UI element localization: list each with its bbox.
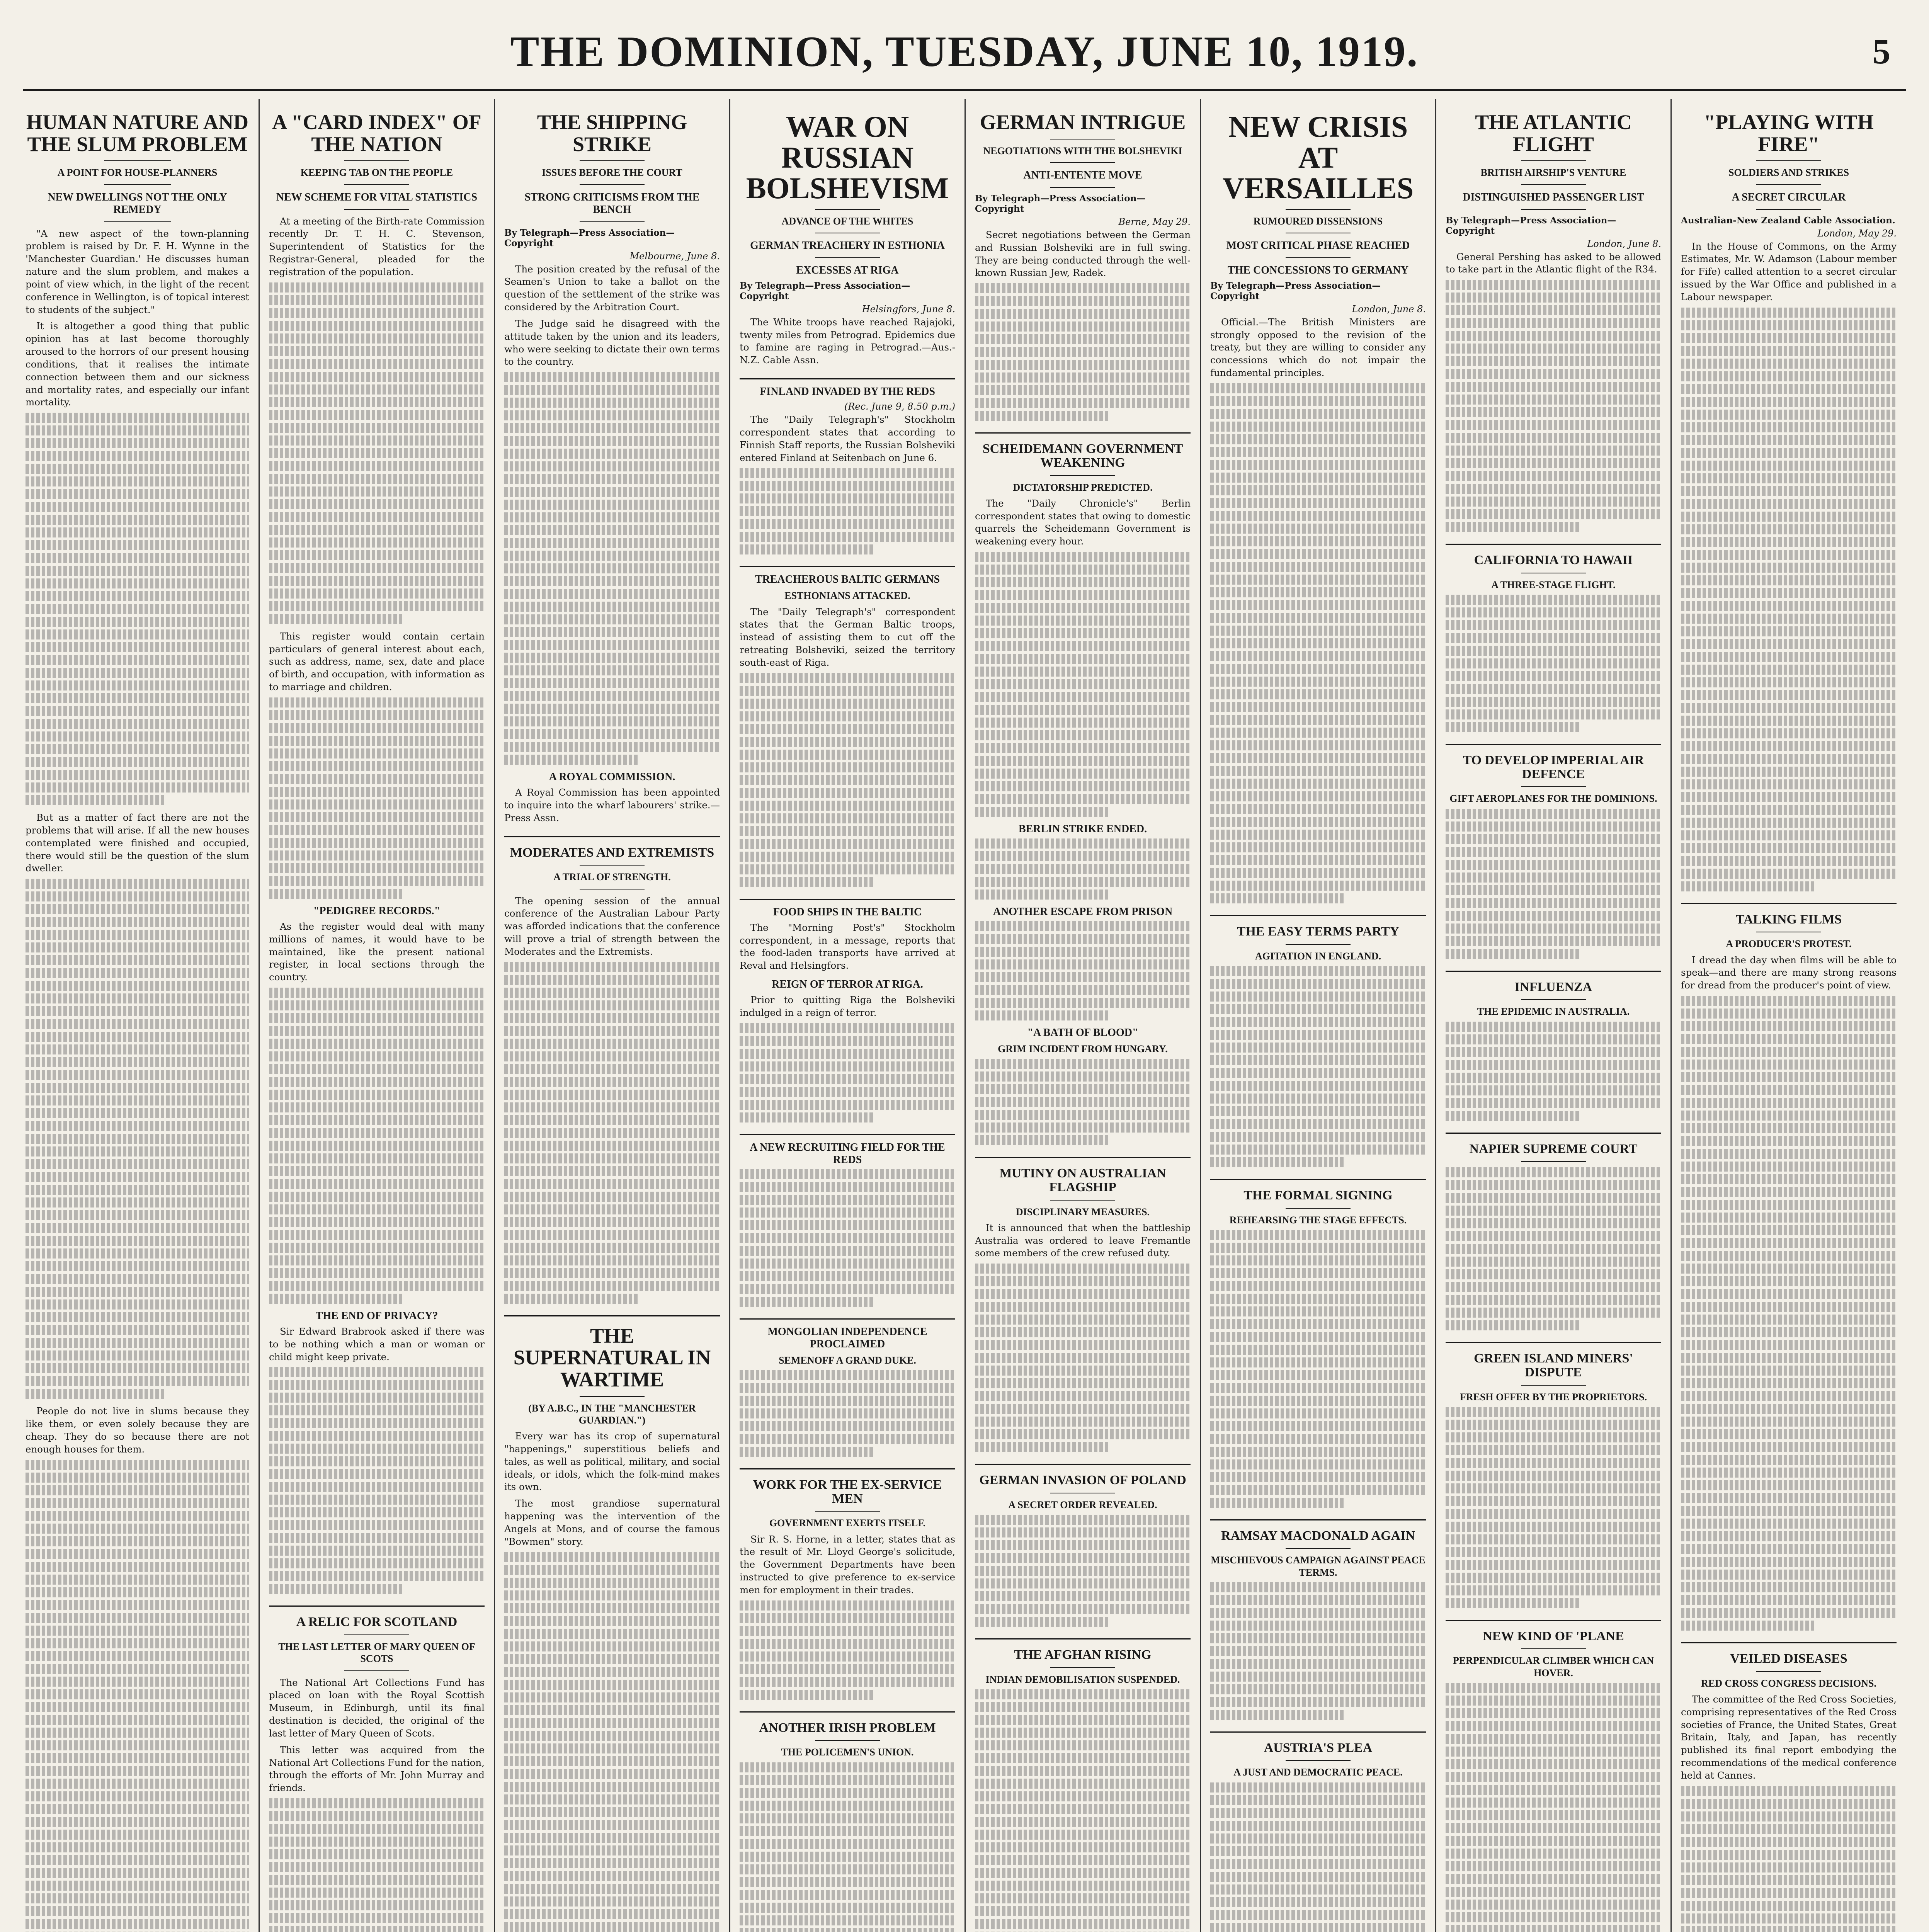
divider (580, 1396, 644, 1397)
divider (1446, 1620, 1661, 1621)
article-headline: THE EASY TERMS PARTY (1237, 924, 1400, 939)
text-block (1210, 1782, 1426, 1932)
paragraph: A Royal Commission has been appointed to inquire into the wharf labourers' strike.—Press Assn. (504, 787, 720, 823)
article-recruiting-field (740, 1141, 955, 1307)
paragraph: Prior to quitting Riga the Bolsheviki indulged in a reign of terror. (740, 994, 955, 1018)
article-deck: DICTATORSHIP PREDICTED. (1013, 481, 1153, 493)
column-4 (729, 99, 964, 1932)
article-napier (1446, 1142, 1661, 1331)
article-ramsay-macdonald (1210, 1529, 1426, 1720)
article-deck: SEMENOFF A GRAND DUKE. (779, 1354, 916, 1366)
article-subhead: NEW SCHEME FOR VITAL STATISTICS (276, 191, 478, 203)
text-block (1446, 1407, 1661, 1608)
divider (1286, 257, 1350, 258)
divider (740, 378, 955, 379)
text-block (975, 1689, 1191, 1932)
column-8 (1670, 99, 1906, 1932)
dateline: By Telegraph—Press Association—Copyright (975, 193, 1146, 214)
divider (580, 221, 644, 222)
article-imperial-air (1446, 753, 1661, 959)
article-supernatural (504, 1325, 720, 1932)
article-headline: NEW CRISIS AT VERSAILLES (1222, 110, 1414, 205)
article-headline: GREEN ISLAND MINERS' DISPUTE (1474, 1351, 1633, 1379)
article-mutiny (975, 1167, 1191, 1452)
article-headline: AUSTRIA'S PLEA (1264, 1740, 1373, 1755)
article-subhead: A SECRET CIRCULAR (1732, 191, 1846, 203)
article-formal-signing (1210, 1189, 1426, 1508)
article-deck: A TRIAL OF STRENGTH. (553, 871, 671, 883)
divider (975, 1157, 1191, 1158)
divider (269, 1605, 485, 1607)
article-headline: TALKING FILMS (1735, 912, 1842, 927)
text-block (740, 673, 955, 887)
article-subhead: NEW DWELLINGS NOT THE ONLY REMEDY (48, 191, 227, 216)
section-subhead: BERLIN STRIKE ENDED. (1018, 823, 1147, 835)
section-subhead: A NEW RECRUITING FIELD FOR THE REDS (750, 1141, 945, 1166)
text-block (1446, 809, 1661, 959)
divider (1210, 915, 1426, 916)
article-subhead: ANTI-ENTENTE MOVE (1023, 169, 1142, 181)
divider (344, 160, 409, 161)
article-irish-problem (740, 1721, 955, 1932)
paragraph: Sir Edward Brabrook asked if there was to be nothing which a man or woman or child might keep private. (269, 1325, 485, 1362)
paragraph: I dread the day when films will be able to speak—and there are many strong reasons for dread from the producer's point of view. (1681, 954, 1897, 991)
article-deck: A SECRET ORDER REVEALED. (1008, 1499, 1157, 1510)
masthead-title: THE DOMINION, TUESDAY, JUNE 10, 1919. (510, 28, 1419, 76)
article-new-plane (1446, 1629, 1661, 1932)
dateline: By Telegraph—Press Association—Copyright (740, 280, 910, 301)
article-deck: GIFT AEROPLANES FOR THE DOMINIONS. (1449, 793, 1657, 804)
article-headline: SCHEIDEMANN GOVERNMENT WEAKENING (982, 442, 1183, 470)
paragraph: Official.—The British Ministers are strongly opposed to the revision of the treaty, but they are willing to consider any concessions which do not impair the fundamental principles. (1210, 316, 1426, 379)
divider (344, 1670, 409, 1671)
text-block (269, 1798, 485, 1932)
article-deck: (BY A.B.C., IN THE "MANCHESTER GUARDIAN.") (528, 1402, 696, 1426)
divider (104, 184, 171, 185)
article-versailles (1210, 111, 1426, 903)
dateline: By Telegraph—Press Association—Copyright (1446, 215, 1616, 236)
article-headline: THE AFGHAN RISING (1014, 1648, 1152, 1662)
section-subhead: ANOTHER ESCAPE FROM PRISON (993, 906, 1173, 918)
text-block (975, 1059, 1191, 1145)
paragraph: As the register would deal with many millions of names, it would have to be maintained, like the present national register, in local sections through the country. (269, 920, 485, 983)
divider (1050, 1200, 1115, 1201)
place-date: Helsingfors, June 8. (862, 303, 955, 315)
article-headline: INFLUENZA (1514, 980, 1592, 994)
article-headline: HUMAN NATURE AND THE SLUM PROBLEM (26, 111, 248, 156)
section-subhead: THE END OF PRIVACY? (315, 1310, 438, 1322)
section-subhead: A ROYAL COMMISSION. (549, 771, 675, 783)
article-headline: WAR ON RUSSIAN BOLSHEVISM (746, 110, 949, 205)
paragraph: It is announced that when the battleship Australia was ordered to leave Fremantle some members of the crew refused duty. (975, 1222, 1191, 1259)
divider (1521, 999, 1585, 1000)
divider (1756, 1671, 1821, 1672)
article-deck: BRITISH AIRSHIP'S VENTURE (1480, 167, 1626, 179)
text-block (26, 1460, 249, 1932)
article-mongolian (740, 1326, 955, 1457)
article-deck: DISCIPLINARY MEASURES. (1016, 1206, 1150, 1218)
divider (815, 209, 879, 210)
divider (1050, 162, 1115, 163)
place-date: London, June 8. (1352, 303, 1426, 315)
paragraph: At a meeting of the Birth-rate Commission recently Dr. T. H. C. Stevenson, Superintendent of Statistics for the Registrar-General, pleaded for the registration of the population. (269, 215, 485, 277)
article-deck: A THREE-STAGE FLIGHT. (1491, 579, 1616, 590)
column-1 (23, 99, 259, 1932)
article-headline: "PLAYING WITH FIRE" (1704, 111, 1874, 156)
section-subhead: "PEDIGREE RECORDS." (313, 905, 441, 917)
divider (1681, 903, 1897, 904)
divider (344, 1634, 409, 1635)
article-talking-films (1681, 913, 1897, 1631)
article-shipping-strike (504, 111, 720, 825)
article-deck: PERPENDICULAR CLIMBER WHICH CAN HOVER. (1453, 1655, 1654, 1679)
column-5 (964, 99, 1200, 1932)
paragraph: The position created by the refusal of the Seamen's Union to take a ballot on the question of the settlement of the strike was considered by the Arbitration Court. (504, 263, 720, 313)
text-block (1210, 1582, 1426, 1720)
divider (1050, 475, 1115, 476)
article-influenza (1446, 980, 1661, 1121)
article-headline: THE ATLANTIC FLIGHT (1475, 111, 1632, 156)
article-scheidemann (975, 442, 1191, 1145)
text-block (975, 1515, 1191, 1627)
divider (1286, 1208, 1350, 1209)
divider (1446, 1342, 1661, 1343)
paragraph: The "Morning Post's" Stockholm correspondent, in a message, reports that the food-laden transports have arrived at Reval and Helsingfors. (740, 922, 955, 971)
text-block (1446, 280, 1661, 532)
text-block (1446, 595, 1661, 732)
article-card-index (269, 111, 485, 1594)
divider (344, 209, 409, 210)
divider (1286, 209, 1350, 210)
divider (1521, 209, 1585, 210)
article-human-nature (26, 111, 249, 1932)
article-deck: FRESH OFFER BY THE PROPRIETORS. (1460, 1391, 1647, 1403)
section-subhead: EXCESSES AT RIGA (796, 264, 899, 276)
divider (1756, 184, 1821, 185)
text-block (740, 1023, 955, 1122)
text-block (740, 468, 955, 554)
divider (1521, 1385, 1585, 1386)
paragraph: But as a matter of fact there are not the problems that will arise. If all the new houses contemplated were finished and occupied, there would still be the question of the slum dweller. (26, 812, 249, 874)
article-headline: RAMSAY MACDONALD AGAIN (1221, 1528, 1415, 1543)
text-block (269, 1367, 485, 1594)
section-subhead: FOOD SHIPS IN THE BALTIC (773, 906, 922, 918)
article-headline: GERMAN INVASION OF POLAND (979, 1473, 1186, 1488)
article-headline: CALIFORNIA TO HAWAII (1474, 553, 1633, 568)
text-block (740, 1370, 955, 1457)
article-deck: GOVERNMENT EXERTS ITSELF. (769, 1517, 926, 1529)
section-subhead: MONGOLIAN INDEPENDENCE PROCLAIMED (767, 1325, 927, 1350)
section-subhead: THE CONCESSIONS TO GERMANY (1227, 264, 1409, 276)
paragraph: The committee of the Red Cross Societies, comprising representatives of the Red Cross societies of France, the United States, Great Britain, Italy, and Japan, has recently published its final report embodying the recommendations of the medical conference held at Cannes. (1681, 1693, 1897, 1781)
article-deck: MISCHIEVOUS CAMPAIGN AGAINST PEACE TERMS. (1211, 1554, 1425, 1578)
divider (740, 1318, 955, 1320)
columns (23, 99, 1906, 1932)
divider (1286, 1760, 1350, 1761)
divider (740, 1711, 955, 1713)
paragraph: The "Daily Chronicle's" Berlin correspondent states that owing to domestic quarrels the Scheidemann Government is weakening every hour. (975, 497, 1191, 547)
paragraph: Secret negotiations between the German and Russian Bolsheviki are in full swing. They are being conducted through the well-known Russian Jew, Radek. (975, 229, 1191, 279)
article-deck: NEGOTIATIONS WITH THE BOLSHEVIKI (983, 145, 1182, 156)
article-easy-terms (1210, 925, 1426, 1167)
article-headline: WORK FOR THE EX-SERVICE MEN (753, 1477, 942, 1506)
text-block (269, 697, 485, 899)
text-block (1446, 1683, 1661, 1932)
text-block (26, 879, 249, 1399)
place-date: Melbourne, June 8. (629, 250, 720, 262)
article-headline: THE FORMAL SIGNING (1243, 1188, 1393, 1202)
divider (740, 566, 955, 567)
text-block (1681, 1786, 1897, 1932)
received-date: (Rec. June 9, 8.50 p.m.) (844, 401, 955, 412)
article-deck: RED CROSS CONGRESS DECISIONS. (1701, 1677, 1876, 1689)
paragraph: It is altogether a good thing that public opinion has at last become thoroughly aroused to the horrors of our present housing conditions, that it realises the intimate connection between them and our sickness and mortality rates, and especially our infant mortality. (26, 320, 249, 408)
column-2 (259, 99, 494, 1932)
paragraph: The "Daily Telegraph's" correspondent states that the German Baltic troops, instead of assisting them to cut off the retreating Bolsheviki, seized the territory south-east of Riga. (740, 606, 955, 668)
article-subhead: STRONG CRITICISMS FROM THE BENCH (524, 191, 700, 216)
article-deck: A PRODUCER'S PROTEST. (1726, 938, 1852, 950)
divider (1446, 971, 1661, 972)
article-headline: VEILED DISEASES (1730, 1651, 1847, 1666)
divider (1050, 187, 1115, 188)
divider (1521, 184, 1585, 185)
article-ex-service (740, 1478, 955, 1700)
text-block (504, 1552, 720, 1932)
divider (1756, 209, 1821, 210)
text-block (740, 1169, 955, 1307)
article-deck: A JUST AND DEMOCRATIC PEACE. (1233, 1767, 1403, 1778)
article-deck: A POINT FOR HOUSE-PLANNERS (57, 167, 218, 179)
text-block (1210, 966, 1426, 1167)
article-subhead: GERMAN TREACHERY IN ESTHONIA (750, 239, 945, 252)
divider (740, 1134, 955, 1135)
divider (975, 1464, 1191, 1465)
article-playing-with-fire (1681, 111, 1897, 891)
masthead (23, 15, 1906, 91)
page-number: 5 (1873, 32, 1890, 71)
article-headline: ANOTHER IRISH PROBLEM (759, 1720, 936, 1735)
divider (740, 1468, 955, 1469)
divider (1521, 1161, 1585, 1162)
paragraph: The National Art Collections Fund has placed on loan with the Royal Scottish Museum, in Edinburgh, until its final destination is decided, the original of the last letter of Mary Queen of Scots. (269, 1677, 485, 1739)
article-food-ships (740, 906, 955, 1122)
text-block (975, 838, 1191, 900)
article-deck: THE LAST LETTER OF MARY QUEEN OF SCOTS (278, 1641, 475, 1665)
paragraph: General Pershing has asked to be allowed to take part in the Atlantic flight of the R34. (1446, 251, 1661, 275)
article-deck: REHEARSING THE STAGE EFFECTS. (1229, 1214, 1407, 1226)
paragraph: The opening session of the annual conference of the Australian Labour Party was afforded indications that the conference will prove a trial of strength between the Moderates and the Extremists. (504, 895, 720, 957)
divider (1521, 160, 1585, 161)
article-headline: A "CARD INDEX" OF THE NATION (272, 111, 481, 156)
divider (580, 160, 644, 161)
divider (504, 836, 720, 837)
column-7 (1435, 99, 1670, 1932)
paragraph: This letter was acquired from the National Art Collections Fund for the nation, through the efforts of Mr. John Murray and friends. (269, 1744, 485, 1794)
divider (975, 1638, 1191, 1639)
paragraph: In the House of Commons, on the Army Estimates, Mr. W. Adamson (Labour member for Fife) called attention to a secret circular issued by the War Office and published in a Labour newspaper. (1681, 240, 1897, 303)
divider (1210, 1731, 1426, 1733)
article-deck: INDIAN DEMOBILISATION SUSPENDED. (985, 1673, 1180, 1685)
text-block (1210, 1230, 1426, 1508)
divider (504, 1315, 720, 1316)
article-moderates-extremists (504, 846, 720, 1304)
article-deck: SOLDIERS AND STRIKES (1728, 167, 1849, 179)
paragraph: The most grandiose supernatural happening was the intervention of the Angels at Mons, and of course the famous "Bowmen" story. (504, 1498, 720, 1547)
paragraph: Every war has its crop of supernatural "happenings," superstitious beliefs and tales, as well as political, military, and social ideals, or idols, which the folk-mind makes its own. (504, 1430, 720, 1493)
text-block (1681, 308, 1897, 891)
article-headline: MUTINY ON AUSTRALIAN FLAGSHIP (999, 1166, 1166, 1194)
section-subhead: REIGN OF TERROR AT RIGA. (772, 978, 923, 991)
divider (104, 221, 171, 222)
article-deck: KEEPING TAB ON THE PEOPLE (300, 167, 453, 179)
section-subhead: TREACHEROUS BALTIC GERMANS (755, 573, 940, 586)
divider (815, 1511, 879, 1512)
paragraph: The "Daily Telegraph's" Stockholm correspondent states that according to Finnish Staff reports, the Russian Bolsheviki entered Finland at Seitenbach on June 6. (740, 414, 955, 463)
article-headline: NAPIER SUPREME COURT (1469, 1141, 1638, 1156)
article-relic-scotland (269, 1615, 485, 1932)
text-block (975, 921, 1191, 1020)
article-headline: TO DEVELOP IMPERIAL AIR DEFENCE (1463, 753, 1644, 781)
article-atlantic-flight (1446, 111, 1661, 532)
divider (1681, 1642, 1897, 1643)
divider (1446, 744, 1661, 745)
text-block (269, 282, 485, 624)
divider (344, 184, 409, 185)
article-deck: ADVANCE OF THE WHITES (781, 215, 913, 227)
text-block (1446, 1167, 1661, 1330)
article-california-hawaii (1446, 553, 1661, 732)
divider (815, 257, 879, 258)
article-russian-bolshevism (740, 111, 955, 367)
article-austria-plea (1210, 1741, 1426, 1932)
divider (1446, 544, 1661, 545)
article-headline: THE SUPERNATURAL IN WARTIME (513, 1324, 711, 1391)
article-deck: THE POLICEMEN'S UNION. (781, 1747, 914, 1758)
article-deck: ISSUES BEFORE THE COURT (542, 167, 682, 179)
divider (1521, 1648, 1585, 1649)
paragraph: This register would contain certain particulars of general interest about each, such as address, name, sex, date and place of birth, and occupation, with information as to marriage and children. (269, 630, 485, 693)
text-block (1681, 996, 1897, 1631)
article-headline: NEW KIND OF 'PLANE (1483, 1629, 1624, 1643)
divider (1210, 1179, 1426, 1180)
divider (104, 160, 171, 161)
section-subhead: FINLAND INVADED BY THE REDS (760, 386, 935, 398)
paragraph: The White troops have reached Rajajoki, twenty miles from Petrograd. Epidemics due to famine are raging in Petrograd.—Aus.-N.Z. Cable Assn. (740, 316, 955, 366)
article-afghan (975, 1648, 1191, 1932)
article-veiled-diseases (1681, 1652, 1897, 1932)
article-baltic-germans (740, 573, 955, 887)
article-deck: ESTHONIANS ATTACKED. (784, 590, 910, 602)
article-finland-invaded (740, 386, 955, 554)
text-block (740, 1762, 955, 1932)
text-block (975, 552, 1191, 817)
dateline: By Telegraph—Press Association—Copyright (504, 227, 675, 248)
text-block (504, 962, 720, 1304)
dateline: Australian-New Zealand Cable Association. (1681, 215, 1895, 226)
divider (1446, 1133, 1661, 1134)
article-green-island (1446, 1352, 1661, 1608)
article-deck: GRIM INCIDENT FROM HUNGARY. (998, 1043, 1168, 1055)
article-headline: THE SHIPPING STRIKE (537, 111, 687, 156)
text-block (504, 372, 720, 765)
dateline: By Telegraph—Press Association—Copyright (1210, 280, 1381, 301)
article-headline: A RELIC FOR SCOTLAND (296, 1615, 458, 1629)
divider (1756, 160, 1821, 161)
divider (1286, 1548, 1350, 1549)
article-deck: THE EPIDEMIC IN AUSTRALIA. (1477, 1006, 1630, 1017)
text-block (1446, 1022, 1661, 1121)
text-block (1210, 383, 1426, 903)
column-3 (494, 99, 729, 1932)
divider (815, 1740, 879, 1741)
place-date: London, June 8. (1587, 238, 1661, 249)
paragraph: "A new aspect of the town-planning problem is raised by Dr. F. H. Wynne in the 'Manchester Guardian.' He discusses human nature and the slum problem, and makes a point of view which, in the light of the recent conference in Wellington, is of topical interest to students of the subject." (26, 228, 249, 315)
article-poland (975, 1473, 1191, 1627)
divider (580, 865, 644, 866)
text-block (975, 1264, 1191, 1452)
text-block (740, 1600, 955, 1700)
column-6 (1200, 99, 1435, 1932)
article-subhead: DISTINGUISHED PASSENGER LIST (1463, 191, 1644, 203)
article-deck: RUMOURED DISSENSIONS (1253, 215, 1383, 227)
section-subhead: "A BATH OF BLOOD" (1027, 1027, 1138, 1039)
article-german-intrigue (975, 111, 1191, 421)
place-date: Berne, May 29. (1118, 216, 1191, 227)
article-headline: MODERATES AND EXTREMISTS (510, 845, 714, 860)
divider (740, 899, 955, 900)
text-block (975, 283, 1191, 421)
article-subhead: MOST CRITICAL PHASE REACHED (1226, 239, 1410, 252)
divider (975, 432, 1191, 434)
article-headline: GERMAN INTRIGUE (980, 111, 1186, 134)
divider (580, 184, 644, 185)
paragraph: Sir R. S. Horne, in a letter, states that as the result of Mr. Lloyd George's solicitude, the Government Departments have been instructed to give preference to ex-service men for employment in their trades. (740, 1533, 955, 1595)
text-block (26, 413, 249, 805)
text-block (269, 988, 485, 1304)
divider (1050, 1667, 1115, 1668)
paragraph: People do not live in slums because they like them, or even solely because they are cheap. They do so because there are not enough houses for them. (26, 1405, 249, 1455)
divider (1210, 1519, 1426, 1520)
divider (1286, 944, 1350, 945)
paragraph: The Judge said he disagreed with the attitude taken by the union and its leaders, who were seeking to dictate their own terms to the country. (504, 318, 720, 367)
divider (1521, 786, 1585, 787)
place-date: London, May 29. (1817, 228, 1897, 239)
article-deck: AGITATION IN ENGLAND. (1255, 950, 1381, 962)
